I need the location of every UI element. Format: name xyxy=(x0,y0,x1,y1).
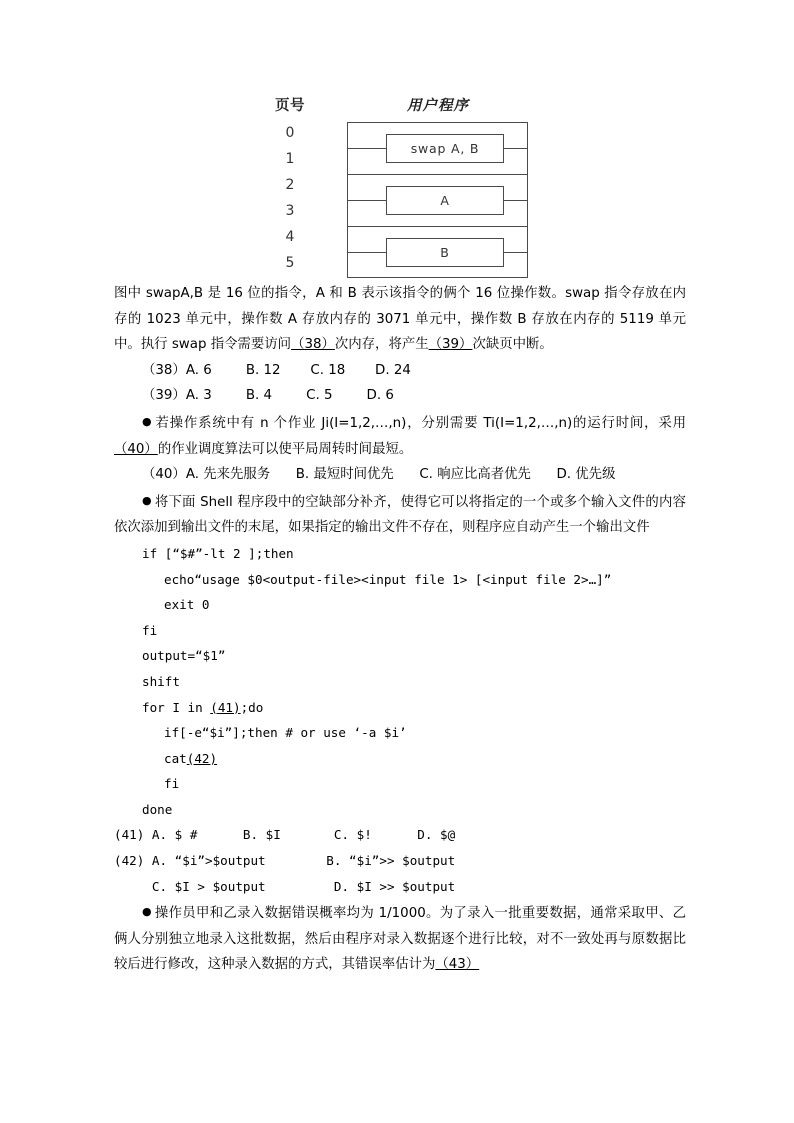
page-number: 4 xyxy=(285,229,295,245)
page-number: 5 xyxy=(285,255,295,271)
code-cat-prefix: cat xyxy=(164,750,187,766)
options-question-41: (41) A. $ # B. $I C. $! D. $@ xyxy=(114,827,456,843)
code-line: fi xyxy=(164,776,180,792)
blank-38: （38） xyxy=(291,337,335,353)
code-line: if [“$#”-lt 2 ];then xyxy=(142,545,294,561)
swap-text-segment-3: 次缺页中断。 xyxy=(472,337,553,353)
sched-text-segment-2: 的作业调度算法可以使平局周转时间最短。 xyxy=(157,441,413,457)
code-line: exit 0 xyxy=(164,597,210,613)
options-question-38: （38）A. 6 B. 12 C. 18 D. 24 xyxy=(142,362,411,378)
page-number: 0 xyxy=(285,125,295,141)
blank-40: （40） xyxy=(114,441,158,457)
bullet-icon: ● xyxy=(142,414,153,428)
code-line: done xyxy=(142,801,173,817)
blank-39: （39） xyxy=(428,337,473,353)
error-text-segment-1: 操作员甲和乙录入数据错误概率均为 1/1000。为了录入一批重要数据，通常采取甲、乙俩人分别独立地录入这批数据，然后由程序对录入数据逐个进行比较，对不一致处再与原数据比较后进行修改，这种录入数据的方式，其错误率估计为 xyxy=(114,906,686,973)
instruction-block-swap: swap A, B xyxy=(386,134,504,163)
code-line: shift xyxy=(142,673,180,689)
blank-42: (42) xyxy=(186,750,218,766)
options-question-42-ab: (42) A. “$i”>$output B. “$i”>> $output xyxy=(114,853,456,869)
memory-paging-figure xyxy=(0,96,794,281)
shell-question-text: 将下面 Shell 程序段中的空缺部分补齐，使得它可以将指定的一个或多个输入文件的内容依次添加到输出文件的末尾，如果指定的输出文件不存在，则程序应自动产生一个输出文件 xyxy=(114,494,686,536)
operand-block-a: A xyxy=(386,186,504,215)
swap-text-segment-2: 次内存，将产生 xyxy=(334,337,429,353)
page-divider-line xyxy=(348,174,527,175)
page-number: 1 xyxy=(285,151,295,167)
page-number-list xyxy=(258,120,322,276)
shell-code-block xyxy=(114,541,686,823)
code-line-cat xyxy=(114,746,686,772)
options-question-39: （39）A. 3 B. 4 C. 5 D. 6 xyxy=(142,388,394,404)
code-for-suffix: ;do xyxy=(240,699,264,715)
page-divider-line xyxy=(348,226,527,227)
bullet-icon: ● xyxy=(142,493,152,507)
code-line: echo“usage $0<output-file><input file 1> [<input file 2>…]” xyxy=(164,571,612,587)
page-number: 2 xyxy=(285,177,295,193)
paragraph-swap-instruction xyxy=(114,281,686,358)
page-number: 3 xyxy=(285,203,295,219)
sched-text-segment-1: 若操作系统中有 n 个作业 Ji(I=1,2,…,n)，分别需要 Ti(I=1,2,…,n)的运行时间，采用 xyxy=(155,415,686,431)
bullet-icon: ● xyxy=(142,905,152,919)
swap-text-segment-1: 图中 swapA,B 是 16 位的指令，A 和 B 表示该指令的俩个 16 位操作数。swap 指令存放在内存的 1023 单元中，操作数 A 存放内存的 3071 单元中，操作数 B 存放在内存的 5119 单元中。执行 swap 指令需要访问 xyxy=(114,286,686,353)
code-line-for-loop xyxy=(114,695,686,721)
blank-43: （43） xyxy=(435,957,480,973)
options-question-42-cd: C. $I > $output D. $I >> $output xyxy=(114,878,456,894)
page-number-column-header xyxy=(258,96,322,116)
blank-41: (41) xyxy=(210,699,241,715)
code-line-if-exists: if[-e“$i”];then # or use ‘-a $i’ xyxy=(164,725,407,741)
page-column-title: 页号 xyxy=(275,98,305,114)
diagram-title: 用户程序 xyxy=(407,98,469,114)
paragraph-error-rate xyxy=(114,899,686,978)
paragraph-shell-question xyxy=(114,488,686,541)
paragraph-job-scheduling xyxy=(114,409,686,462)
code-line: fi xyxy=(142,622,158,638)
options-question-40: （40）A. 先来先服务 B. 最短时间优先 C. 响应比高者优先 D. 优先级 xyxy=(142,467,616,483)
document-body xyxy=(114,281,686,978)
user-program-memory-box xyxy=(347,122,528,278)
code-line: output=“$1” xyxy=(142,648,226,664)
operand-block-b: B xyxy=(386,238,504,267)
code-for-prefix: for I in xyxy=(142,699,211,715)
